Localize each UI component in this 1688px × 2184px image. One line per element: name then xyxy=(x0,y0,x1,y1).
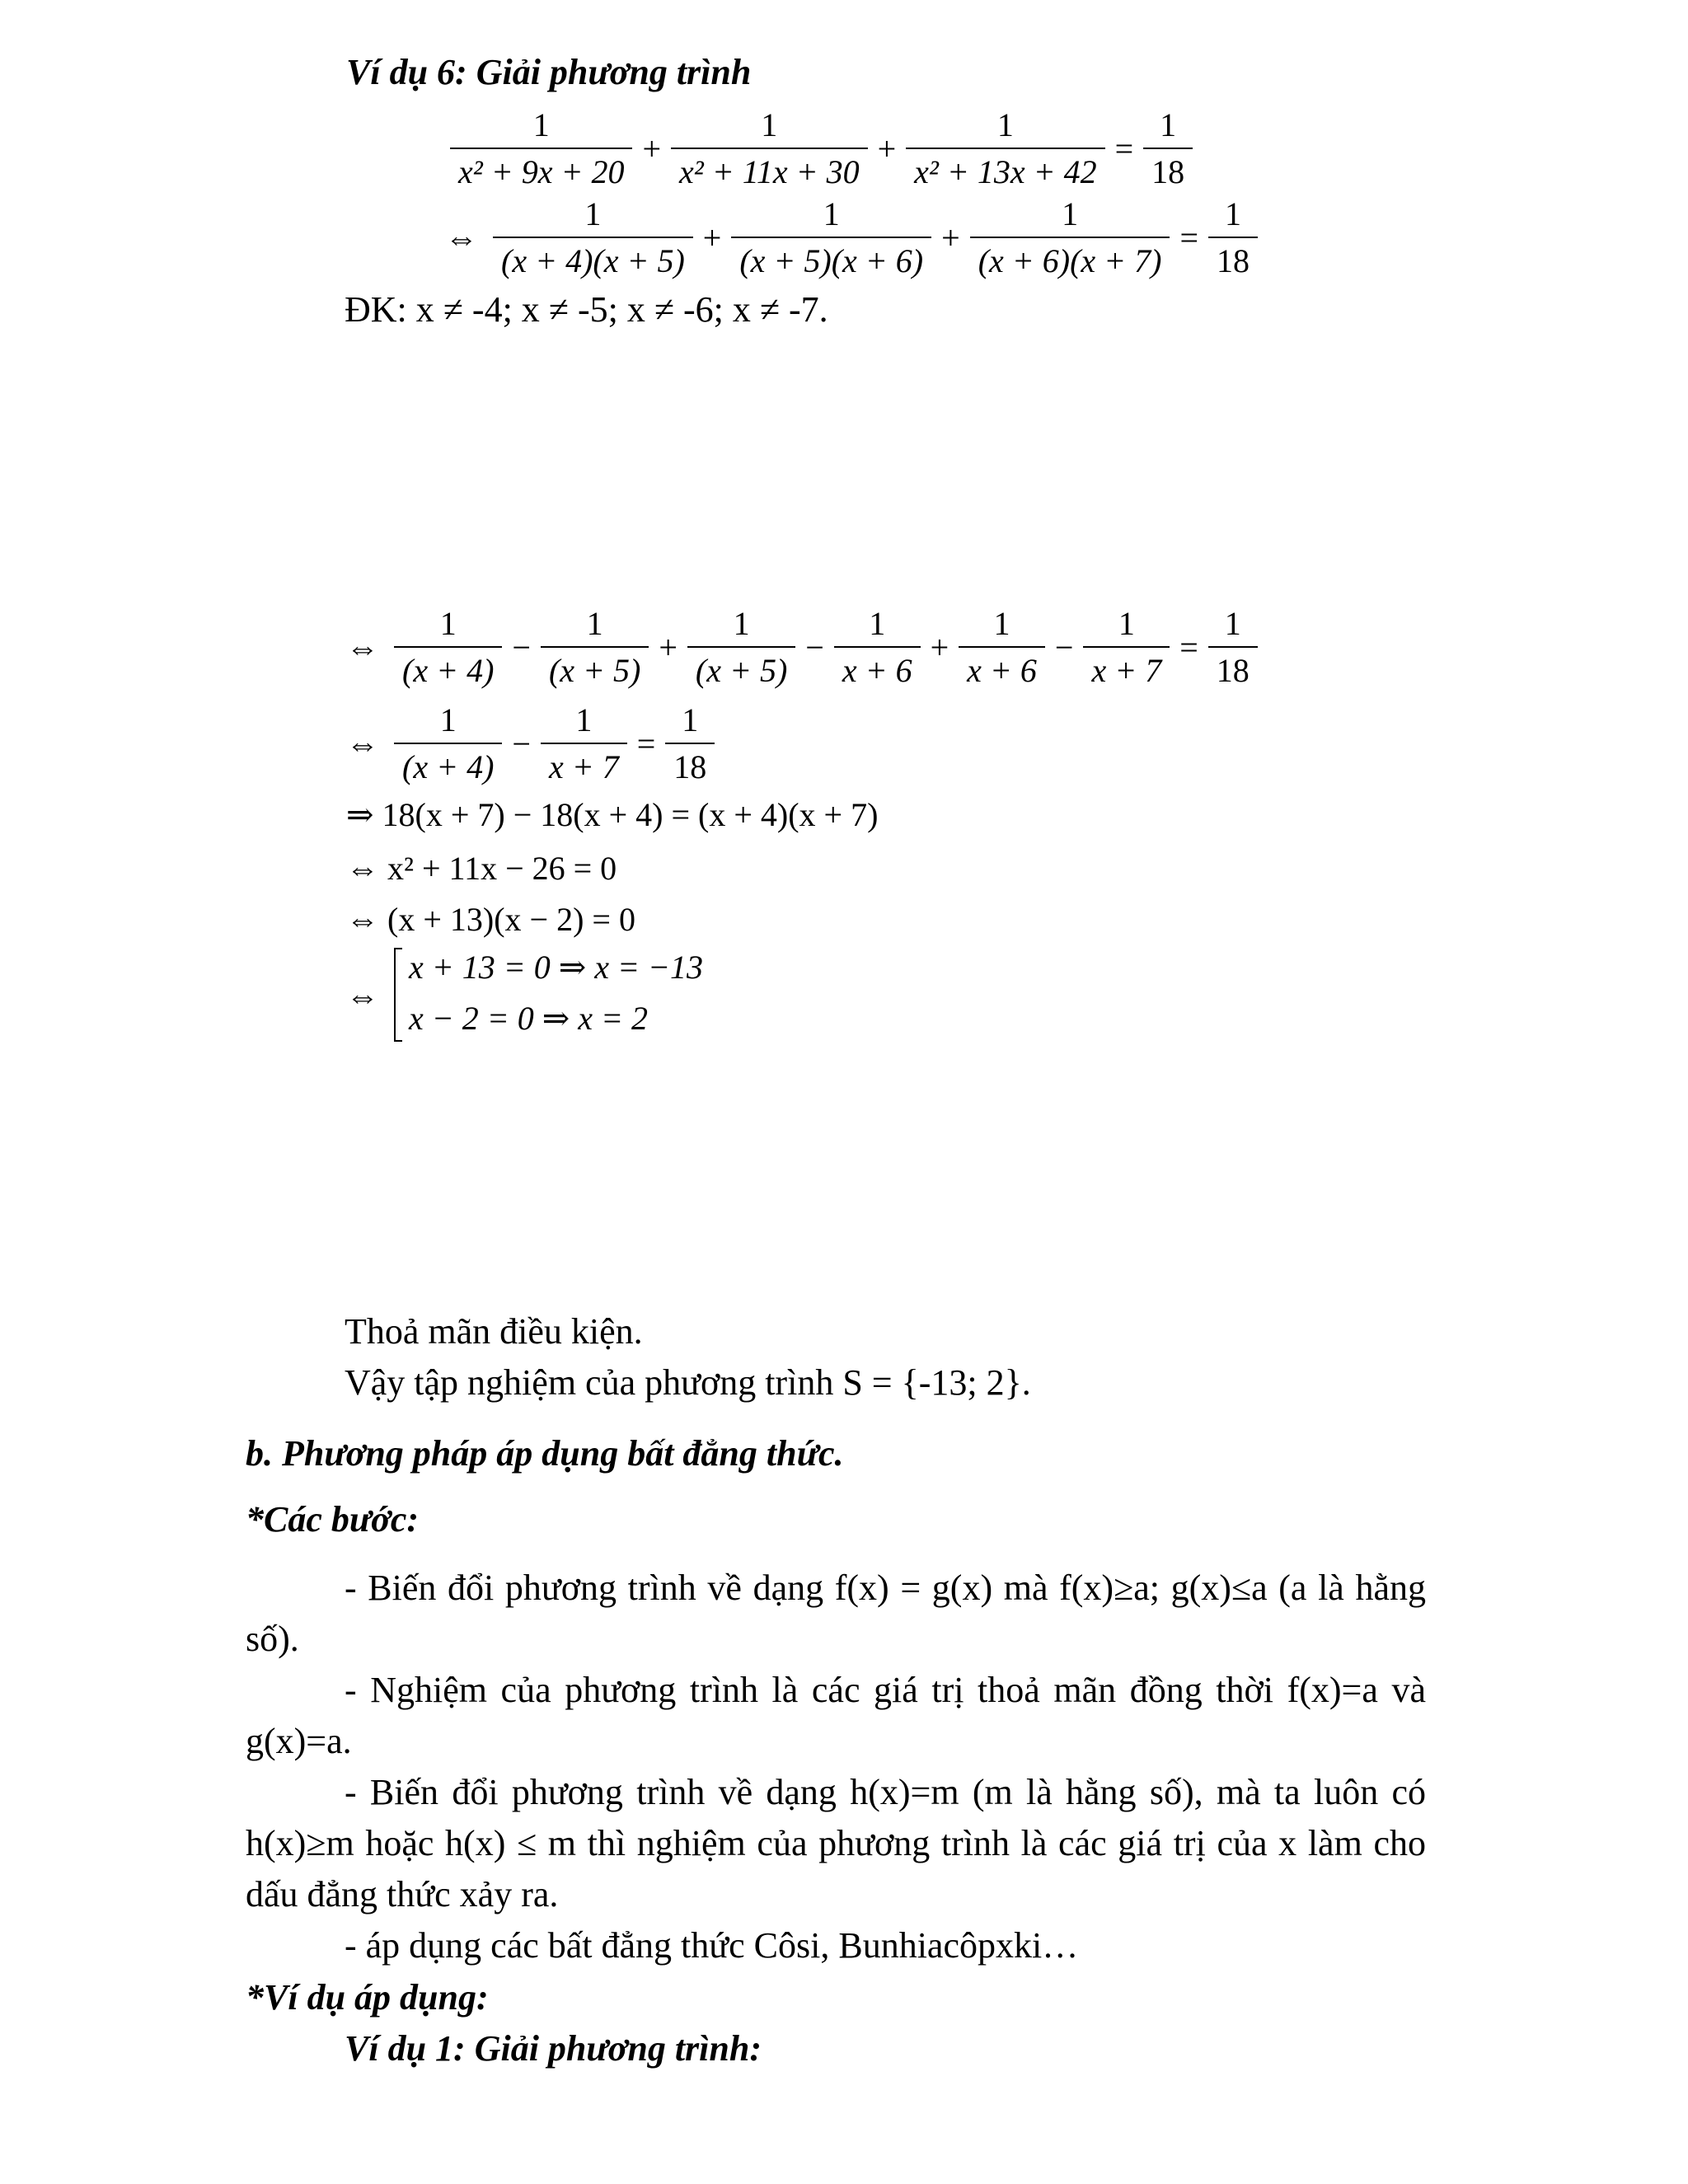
fraction: $\frac{1}{\text{x² + 11x + 30}}$ xyxy=(671,105,868,191)
fraction: $\frac{1}{(x + 6)(x + 7)}$ xyxy=(970,194,1170,280)
equation-4: ⇔ $\frac{1}{(x + 4)}$ − $\frac{1}{x + 7}$ = $\frac{1}{18}$ xyxy=(346,701,720,786)
step-paragraph-1: - Biến đổi phương trình về dạng f(x) = g(x) mà f(x)≥a; g(x)≤a (a là hằng số). xyxy=(246,1568,1426,1659)
step-expand: ⇒ 18(x + 7) − 18(x + 4) = (x + 4)(x + 7) xyxy=(346,796,879,833)
step-paragraph-2: - Nghiệm của phương trình là các giá trị thoả mãn đồng thời f(x)=a và g(x)=a. xyxy=(246,1670,1426,1761)
case-bracket xyxy=(394,948,402,1042)
step-paragraph-4: - áp dụng các bất đẳng thức Côsi, Bunhiacôpxki… xyxy=(345,1925,1079,1966)
equation-3: ⇔ $\frac{1}{(x + 4)}$ − $\frac{1}{(x + 5)}$ + $\frac{1}{(x + 5)}$ − $\frac{1}{x + 6}$ + $\frac{1}{x + 6}$ − $\frac{1}{x + 7}$ = $\frac{1}{18}$ xyxy=(346,604,1263,690)
fraction: $\frac{1}{18}$ xyxy=(1208,194,1258,280)
equation-2: ⇔ $\frac{1}{(x + 4)(x + 5)}$ + $\frac{1}{(x + 5)(x + 6)}$ + $\frac{1}{(x + 6)(x + 7)}$ = $\frac{1}{18}$ xyxy=(445,194,1263,280)
case-arrow: ⇔ xyxy=(346,977,379,1015)
satisfy-condition: Thoả mãn điều kiện. xyxy=(345,1311,643,1352)
equation-1: $\frac{1}{\text{x² + 9x + 20}}$ + $\frac{1}{\text{x² + 11x + 30}}$ + $\frac{1}{\text{x² + 13x + 42}}$ = $\frac{1}{18}$ xyxy=(445,105,1198,191)
solution-set: Vậy tập nghiệm của phương trình S = {-13; 2}. xyxy=(345,1362,1031,1403)
example1-title: Ví dụ 1: Giải phương trình: xyxy=(345,2028,762,2069)
fraction: $\frac{1}{(x + 4)(x + 5)}$ xyxy=(493,194,693,280)
fraction: $\frac{1}{18}$ xyxy=(1143,105,1193,191)
fraction: $\frac{1}{\text{x² + 13x + 42}}$ xyxy=(906,105,1104,191)
step-paragraph-3: - Biến đổi phương trình về dạng h(x)=m (m là hằng số), mà ta luôn có h(x)≥m hoặc h(x) ≤ m thì nghiệm của phương trình là các giá trị của x làm cho dấu đẳng thức xảy ra. xyxy=(246,1772,1426,1915)
case-2: x − 2 = 0 ⇒ x = 2 xyxy=(409,1000,648,1037)
case-1: x + 13 = 0 ⇒ x = −13 xyxy=(409,949,703,986)
fraction: $\frac{1}{(x + 5)(x + 6)}$ xyxy=(731,194,931,280)
steps-title: *Các bước: xyxy=(246,1499,420,1540)
section-b-heading: b. Phương pháp áp dụng bất đẳng thức. xyxy=(246,1433,844,1474)
example6-title: Ví dụ 6: Giải phương trình xyxy=(346,52,752,92)
step-factored: ⇔ (x + 13)(x − 2) = 0 xyxy=(346,901,635,938)
step-quadratic: ⇔ x² + 11x − 26 = 0 xyxy=(346,850,617,887)
examples-title: *Ví dụ áp dụng: xyxy=(246,1977,489,2018)
domain-condition: ĐK: x ≠ -4; x ≠ -5; x ≠ -6; x ≠ -7. xyxy=(345,289,828,330)
fraction: $\frac{1}{\text{x² + 9x + 20}}$ xyxy=(450,105,632,191)
